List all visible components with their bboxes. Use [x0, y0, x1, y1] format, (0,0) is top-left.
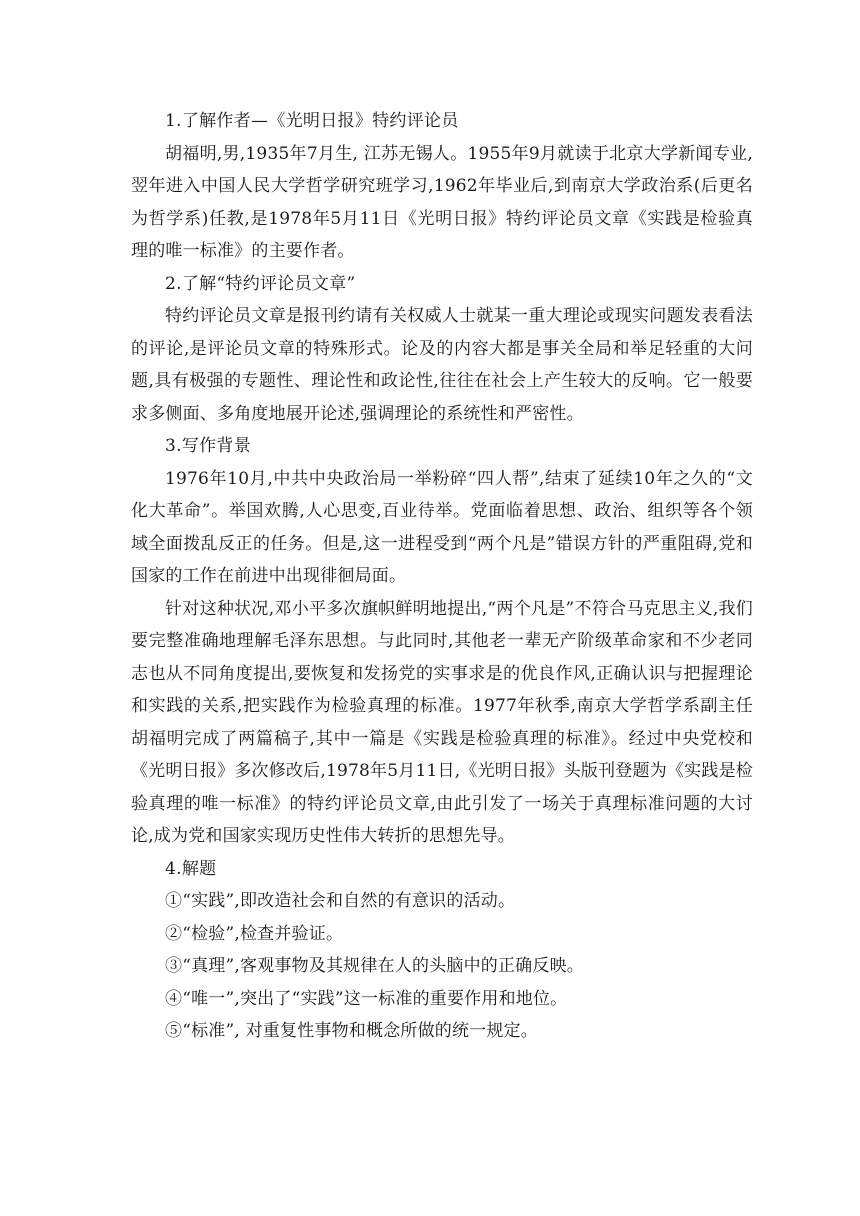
- section3-heading: 3.写作背景: [165, 436, 252, 456]
- section1-paragraph: 胡福明,男,1935年7月生, 江苏无锡人。1955年9月就读于北京大学新闻专业,翌年进入中国人民大学哲学研究班学习,1962年毕业后,到南京大学政治系(后更名为哲学系)任教,是1978年5月11日《光明日报》特约评论员文章《实践是检验真理的唯一标准》的主要作者。: [131, 143, 753, 261]
- section4-heading: 4.解题: [165, 858, 217, 879]
- definition-item-standard: ⑤“标准”, 对重复性事物和概念所做的统一规定。: [165, 1021, 538, 1041]
- definition-item-only: ④“唯一”,突出了“实践”这一标准的重要作用和地位。: [165, 988, 568, 1009]
- section2-paragraph: 特约评论员文章是报刊约请有关权威人士就某一重大理论或现实问题发表看法的评论,是评论员文章的特殊形式。论及的内容大都是事关全局和举足轻重的大问题,具有极强的专题性、理论性和政论性,往往在社会上产生较大的反响。它一般要求多侧面、多角度地展开论述,强调理论的系统性和严密性。: [131, 306, 753, 424]
- section1-heading: 1.了解作者—《光明日报》特约评论员: [165, 111, 459, 131]
- definition-item-verify: ②“检验”,检查并验证。: [165, 923, 344, 944]
- definition-item-truth: ③“真理”,客观事物及其规律在人的头脑中的正确反映。: [165, 956, 584, 976]
- section2-heading: 2.了解“特约评论员文章”: [165, 273, 356, 294]
- section3-paragraph-2: 针对这种状况,邓小平多次旗帜鲜明地提出,“两个凡是”不符合马克思主义,我们要完整准确地理解毛泽东思想。与此同时,其他老一辈无产阶级革命家和不少老同志也从不同角度提出,要恢复和发扬党的实事求是的优良作风,正确认识与把握理论和实践的关系,把实践作为检验真理的标准。1977年秋季,南京大学哲学系副主任胡福明完成了两篇稿子,其中一篇是《实践是检验真理的标准》。经过中央党校和《光明日报》多次修改后,1978年5月11日,《光明日报》头版刊登题为《实践是检验真理的唯一标准》的特约评论员文章,由此引发了一场关于真理标准问题的大讨论,成为党和国家实现历史性伟大转折的思想先导。: [131, 598, 753, 846]
- definition-item-practice: ①“实践”,即改造社会和自然的有意识的活动。: [165, 891, 516, 911]
- document-page: [131, 105, 753, 1048]
- section3-paragraph-1: 1976年10月,中共中央政治局一举粉碎“四人帮”,结束了延续10年之久的“文化大革命”。举国欢腾,人心思变,百业待举。党面临着思想、政治、组织等各个领域全面拨乱反正的任务。但是,这一进程受到“两个凡是”错误方针的严重阻碍,党和国家的工作在前进中出现徘徊局面。: [131, 468, 753, 586]
